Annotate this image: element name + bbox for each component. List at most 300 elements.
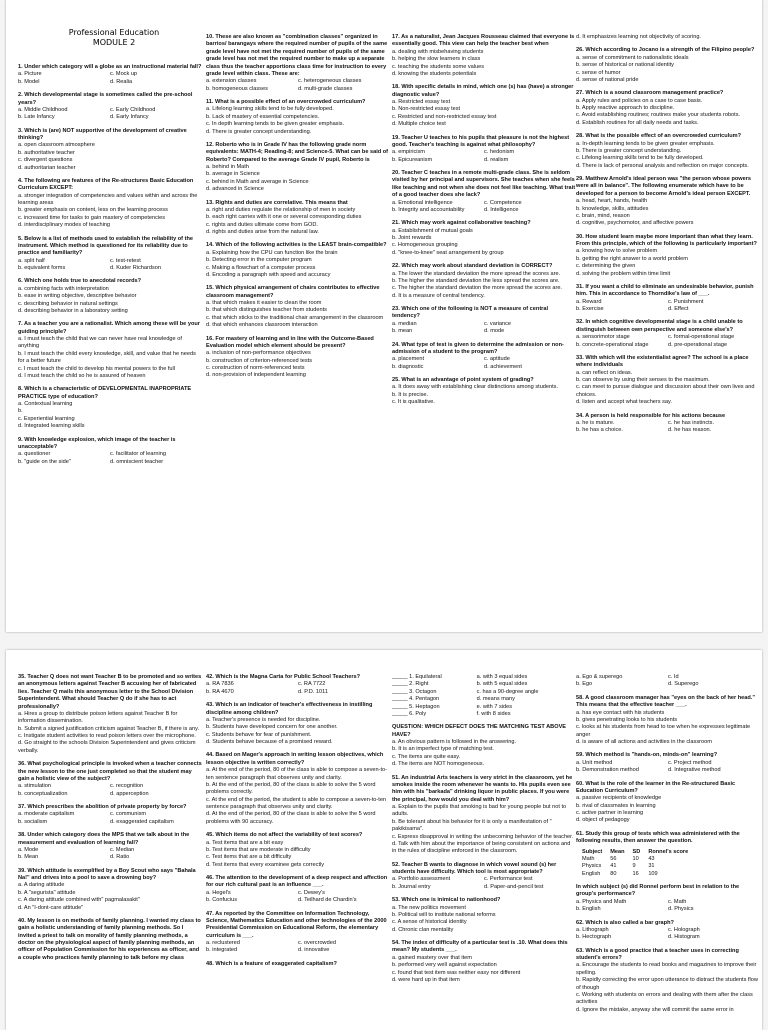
choice-list xyxy=(392,149,576,164)
question-stem: 19. Teacher U teaches to his pupils that pleasure is not the highest good. Teacher's teaching is against what philosophy? xyxy=(392,134,570,148)
answer-choice: a. that which makes it easier to clean the room xyxy=(206,300,322,306)
score-table-cell: 41 xyxy=(610,863,617,870)
question-stem: 51. An industrial Arts teachers is very strict in the classroom, yet he smokes inside the room whenever he wants to. His pupils even see him with his "barkada" drinking liquor in public places. If you were the principal, how would you deal with him? xyxy=(392,774,573,803)
choice-list xyxy=(18,71,202,86)
choice-list xyxy=(206,350,390,380)
answer-choice: c. The higher the standard deviation the more spread the scores are. xyxy=(392,285,562,292)
question-stem: 44. Based on Mager's approach in writing lesson objectives, which lesson objective is written correctly? xyxy=(206,752,384,766)
page-1-column-2 xyxy=(206,34,390,386)
answer-choice: d. innovative xyxy=(298,947,330,954)
choice-list xyxy=(392,356,576,371)
question-stem: 45. Which items do not affect the variability of test scores? xyxy=(206,832,363,839)
question-stem: 1. Under which category will a globe as an instructional material fall? xyxy=(18,64,202,70)
answer-choice: b. Mean xyxy=(18,854,39,861)
answer-choice: b. It is precise. xyxy=(392,391,429,398)
answer-choice: a. moderate capitalism xyxy=(18,811,75,818)
question-block xyxy=(576,90,760,127)
answer-choice: a. Mode xyxy=(18,846,39,853)
score-table xyxy=(582,849,696,879)
question-stem: In which subject (s) did Ronnel perform best in relation to the group's performance? xyxy=(576,884,740,898)
question-stem: 31. If you want a child to eliminate an undesirable behavior, punish him. This in accordance to Thorndike's law of ___. xyxy=(576,283,754,298)
answer-choice: a. Explain to the pupils that smoking is bad for young people but not to adults. xyxy=(392,804,567,818)
answer-choice: b. ease in writing objective, descriptive behavior xyxy=(18,293,137,300)
answer-choice: d. omniscient teacher xyxy=(110,458,164,465)
question-block xyxy=(206,142,390,194)
choice-list xyxy=(206,767,390,826)
question-block xyxy=(206,242,390,279)
answer-choice: c. Experiential learning xyxy=(18,415,75,422)
answer-choice: a. Establishment of mutual goals xyxy=(392,227,473,234)
answer-choice: a. placement xyxy=(392,356,425,363)
question-block xyxy=(392,135,576,165)
choice-list xyxy=(576,334,760,349)
question-block xyxy=(576,176,760,228)
answer-choice: d. At the end of the period, 80 of the class is able to solve the 5 word problems with 90 accuracy. xyxy=(206,811,376,825)
answer-choice: c. heterogeneous classes xyxy=(298,78,362,85)
choice-list xyxy=(576,420,760,435)
question-block xyxy=(206,875,390,905)
answer-choice: d. Realia xyxy=(110,78,133,85)
answer-choice: a. Ego & superego xyxy=(576,674,623,680)
answer-choice: c. sense of humor xyxy=(576,69,621,76)
matching-option: c. has a 90-degree angle xyxy=(476,688,539,695)
answer-choice: c. increased time for tasks to gain mastery of competencies xyxy=(18,214,166,221)
answer-choice: c. looks at his students from head to toe when he expresses legitimate anger xyxy=(576,724,751,738)
answer-choice: c. At the end of the period, the student is able to compose a seven-to-ten sentence paragraph that observes unity and clarity. xyxy=(206,796,387,810)
answer-choice: c. construction of norm-referenced tests xyxy=(206,365,305,371)
question-block xyxy=(576,284,760,314)
score-table-cell: Physics xyxy=(582,863,602,870)
question-stem: 12. Roberto who is in Grade IV has the following grade norm equivalents: MATH-4; Reading-8; and Science-5. What can be said of Roberto? Compared to the average Grade IV pupil, Roberto is xyxy=(206,141,389,163)
question-block xyxy=(392,775,576,856)
question-block xyxy=(206,336,390,380)
answer-choice: b. Hectograph xyxy=(576,934,612,941)
answer-choice: d. authoritarian teacher xyxy=(18,164,76,171)
choice-list xyxy=(206,78,390,93)
choice-list xyxy=(576,927,760,942)
answer-choice: b. It is an imperfect type of matching test. xyxy=(392,746,494,753)
answer-choice: a. I must teach the child that we can never have real knowledge of anything xyxy=(18,336,182,350)
answer-choice: d. Ratio xyxy=(110,854,130,861)
question-stem: 48. Which is a feature of exaggerated capitalism? xyxy=(206,960,337,967)
answer-choice: a. Emotional intelligence xyxy=(392,199,453,206)
question-stem: 30. How student learn maybe more important than what they learn. From this principle, which of the following is particularly important? xyxy=(576,233,757,247)
question-block xyxy=(392,170,576,214)
answer-choice: d. Superego xyxy=(668,681,699,688)
answer-choice: b. Epicureanism xyxy=(392,156,433,163)
matching-left-list xyxy=(392,674,477,718)
answer-choice: b. homogeneous classes xyxy=(206,85,268,92)
score-table-cell: 31 xyxy=(648,863,655,870)
question-block xyxy=(392,940,576,984)
choice-list xyxy=(392,49,576,79)
answer-choice: d. listen and accept what teachers say. xyxy=(576,399,672,406)
answer-choice: d. sense of national pride xyxy=(576,76,639,83)
choice-list xyxy=(576,899,760,914)
question-stem: 9. With knowledge explosion, which image of the teacher is unacceptable? xyxy=(18,436,176,450)
question-block xyxy=(18,278,202,315)
matching-option: b. with 5 equal sides xyxy=(476,681,528,688)
answer-choice: d. Histogram xyxy=(668,934,700,941)
question-stem: 8. Which is a characteristic of DEVELOPMENTAL INAPROPRIATE PRACTICE type of education? xyxy=(18,386,192,400)
score-table-row xyxy=(582,863,696,870)
question-stem: 18. With specific details in mind, which one (s) has (have) a stronger diagnostic value? xyxy=(392,84,574,98)
question-stem: 39. Which attitude is exemplified by a Boy Scout who says "Bahala Na!" and drives into a pool to save a drowning boy? xyxy=(18,867,196,881)
answer-choice: a. stronger integration of competencies and values within and across the learning areas xyxy=(18,192,198,206)
answer-choice: b. At the end of the period, 80 of the class is able to solve the 5 word problems correctly. xyxy=(206,781,376,796)
question-stem: 43. Which is an indicator of teacher's effectiveness in instilling discipline among children? xyxy=(206,702,373,716)
answer-choice: d. Integrated learning skills xyxy=(18,423,85,430)
choice-list xyxy=(576,370,760,407)
choice-list xyxy=(392,228,576,258)
question-block xyxy=(206,99,390,136)
choice-list xyxy=(206,681,390,696)
answer-choice: d. The items are NOT homogeneous. xyxy=(392,761,485,768)
answer-choice: c. he has instincts. xyxy=(668,419,715,426)
answer-choice: a. sense of commitment to nationalistic ideals xyxy=(576,54,689,61)
choice-list xyxy=(576,710,760,747)
choice-list xyxy=(392,905,576,935)
choice-list xyxy=(576,141,760,171)
answer-choice: b. gives penetrating looks to his students xyxy=(576,716,678,723)
answer-choice: b. getting the right answer to a world problem xyxy=(576,255,688,262)
answer-choice: a. Explaining how the CPU can function like the brain xyxy=(206,249,338,256)
answer-choice: d. An "I-dont-care attitude" xyxy=(18,904,84,911)
choice-list xyxy=(392,955,576,985)
choice-list xyxy=(206,890,390,905)
question-stem: 54. The index of difficulty of a particular test is .10. What does this mean? My students ___. xyxy=(392,940,568,954)
answer-choice: b. There is greater concept understanding. xyxy=(576,147,682,154)
question-block xyxy=(18,178,202,230)
answer-choice: c. that which sticks to the traditional chair arrangement in the classroom xyxy=(206,314,384,321)
answer-choice: a. Physics and Math xyxy=(576,898,627,905)
score-table-cell: SD xyxy=(632,848,641,855)
question-block xyxy=(576,752,760,774)
question-block xyxy=(18,804,202,826)
answer-choice: b. Apply reactive approach to discipline. xyxy=(576,105,675,111)
answer-choice: a. Lifelong learning skills tend to be fully developed. xyxy=(206,106,334,113)
answer-choice: a. knowing how to solve problem xyxy=(576,248,658,255)
answer-choice: d. Early Infancy xyxy=(110,114,149,121)
matching-item: _____ 3. Octagon xyxy=(392,688,437,695)
choice-list xyxy=(576,760,760,775)
answer-choice: c. Holograph xyxy=(668,926,700,933)
answer-choice: d. solving the problem within time limit xyxy=(576,270,671,277)
answer-choice: c. The items are quite easy. xyxy=(392,753,461,760)
answer-choice: c. Restricted and non-restricted essay test xyxy=(392,113,497,120)
answer-choice: b. concrete-operational stage xyxy=(576,341,649,348)
answer-choice: b. greater emphasis on content, less on the learning process xyxy=(18,207,168,214)
answer-choice: d. knowing the students potentials xyxy=(392,70,477,77)
question-block xyxy=(18,868,202,912)
matching-item: _____ 1. Equilateral xyxy=(392,674,442,680)
question-block xyxy=(392,724,576,768)
answer-choice: a. A daring attitude xyxy=(18,882,65,889)
answer-choice: a. gained mastery over that item xyxy=(392,954,472,961)
choice-list xyxy=(392,876,576,891)
answer-choice: b. rival of classmates in learning xyxy=(576,802,656,809)
answer-choice: a. An obvious pattern is followed in the answering. xyxy=(392,739,517,745)
question-block xyxy=(576,884,760,914)
answer-choice: b. he has a choice. xyxy=(576,427,623,434)
answer-choice: b. Integrity and accountability xyxy=(392,206,465,213)
answer-choice: d. object of pedagogy xyxy=(576,817,630,824)
choice-list xyxy=(206,840,390,870)
question-stem: 47. As reported by the Committee on Information Technology, Science, Mathematics Education and other technologies of the 2000 Presidential Commission on Educational Reform, the elementary curriculum is ___. xyxy=(206,910,387,939)
module-subtitle: MODULE 2 xyxy=(92,38,136,47)
answer-choice: d. mode xyxy=(484,328,505,335)
answer-choice: a. split half xyxy=(18,257,45,264)
score-table-cell: 43 xyxy=(648,855,655,862)
answer-choice: c. recognition xyxy=(110,783,144,790)
answer-choice: b. sense of historical or national identity xyxy=(576,62,674,69)
question-stem: 35. Teacher Q does not want Teacher B to be promoted and so writes an anonymous letters against Teacher B accusing her of fabricated lies. Teacher Q mails this anonymous letter to the School Division Superintendent. What should Teacher Q do if she has to act professionally? xyxy=(18,674,202,710)
question-block xyxy=(18,674,202,755)
answer-choice: d. multi-grade classes xyxy=(298,85,353,92)
choice-list xyxy=(392,321,576,336)
answer-choice: c. communism xyxy=(110,811,147,818)
question-stem: 5. Below is a list of methods used to establish the reliability of the instrument. Which method is questioned for its reliability due to practice and familiarity? xyxy=(18,235,193,257)
choice-list xyxy=(576,674,760,689)
document-page-1 xyxy=(6,0,762,632)
answer-choice: a. Portfolio assessment xyxy=(392,876,451,883)
score-table-cell: Math xyxy=(582,855,595,862)
answer-choice: d. Encoding a paragraph with speed and accuracy xyxy=(206,271,331,278)
answer-choice: c. Making a flowchart of a computer process xyxy=(206,264,316,271)
answer-choice: b. Demonstration method xyxy=(576,767,639,774)
answer-choice: b. Late Infancy xyxy=(18,114,55,121)
answer-choice: c. Performance test xyxy=(484,876,533,883)
answer-choice: c. Punishment xyxy=(668,298,704,305)
answer-choice: d. I must teach the child so he is assured of heaven xyxy=(18,372,146,379)
answer-choice: d. realism xyxy=(484,156,509,163)
answer-choice: a. Middle Childhood xyxy=(18,106,68,113)
question-block xyxy=(18,832,202,862)
answer-choice: c. Math xyxy=(668,898,687,905)
answer-choice: d. Multiple choice test xyxy=(392,121,446,128)
answer-choice: a. has eye contact with his students xyxy=(576,709,665,716)
question-stem: 4. The following are features of the Re-structures Basic Education Curriculum EXCEPT: xyxy=(18,177,194,192)
question-stem: 17. As a naturalist, Jean Jacques Rousseau claimed that everyone is essentially good. This view can help the teacher best when xyxy=(392,34,575,48)
answer-choice: c. can meet to pursue dialogue and discussion about their own lives and choices. xyxy=(576,384,755,398)
answer-choice: d. apperception xyxy=(110,790,149,797)
answer-choice: b. A "segurista" attitude xyxy=(18,889,76,896)
choice-list xyxy=(206,207,390,237)
answer-choice: d. Establish routines for all daily needs and tasks. xyxy=(576,119,699,126)
answer-choice: b. Journal entry xyxy=(392,883,431,890)
page-2-column-2 xyxy=(206,674,390,974)
question-stem: 22. Which may work about standard deviation is CORRECT? xyxy=(392,263,553,270)
answer-choice: d. Ignore the mistake, anyway she will commit the same error in xyxy=(576,1006,734,1013)
answer-choice: d. "knee-to-knee" seat arrangement by group xyxy=(392,249,504,256)
question-block xyxy=(576,781,760,825)
question-stem: 13. Rights and duties are correlative. This means that xyxy=(206,199,348,206)
answer-choice: c. variance xyxy=(484,320,512,327)
question-stem: 42. Which is the Magna Carta for Public School Teachers? xyxy=(206,674,361,680)
question-block xyxy=(576,133,760,170)
answer-choice: a. questioner xyxy=(18,451,51,458)
answer-choice: a. right and duties regulate the relationship of men in society xyxy=(206,206,356,213)
answer-choice: a. In-depth learning tends to be given greater emphasis. xyxy=(576,140,715,147)
question-stem: 21. Which may work against collaborative teaching? xyxy=(392,220,531,227)
question-stem: 32. In which cognitive developmental stage is a child unable to distinguish between own perspective and someone else's? xyxy=(576,319,743,333)
answer-choice: d. Kuder Richardson xyxy=(110,265,161,271)
choice-list xyxy=(18,451,202,466)
answer-choice: a. Restricted essay test xyxy=(392,99,451,105)
answer-choice: b. equivalent forms xyxy=(18,265,66,271)
question-block xyxy=(206,674,390,696)
question-stem: 28. What is the possible effect of an overcrowded curriculum? xyxy=(576,133,742,140)
answer-choice: d. rights and duties arise from the natural law. xyxy=(206,229,319,235)
answer-choice: d. It is a measure of central tendency. xyxy=(392,292,485,299)
question-stem: 20. Teacher C teaches in a remote multi-grade class. She is seldom visited by her principal and supervisors. She teaches when she feels like teaching and not when she does not feel like teaching. What trait of a good teacher does she lack? xyxy=(392,170,576,199)
answer-choice: a. The new politics movement xyxy=(392,904,466,911)
answer-choice: d. Physics xyxy=(668,906,694,913)
question-stem: 62. Which is also called a bar graph? xyxy=(576,919,674,926)
choice-list xyxy=(18,783,202,798)
choice-list xyxy=(576,98,760,128)
answer-choice: c. In depth learning tends to be given greater emphasis. xyxy=(206,121,345,128)
question-block xyxy=(18,761,202,798)
choice-list xyxy=(392,804,576,856)
answer-choice: c. Students behave for fear of punishment. xyxy=(206,731,312,738)
matching-item: _____ 2. Right xyxy=(392,681,429,688)
answer-choice: b. mean xyxy=(392,328,413,335)
question-stem: 46. The attention to the development of a deep respect and affection for our rich cultural past is an influence ___. xyxy=(206,875,388,889)
answer-choice: b. socialism xyxy=(18,818,48,825)
answer-choice: a. combining facts with interpretation xyxy=(18,285,109,292)
question-block xyxy=(206,200,390,237)
choice-list xyxy=(18,193,202,230)
choice-list xyxy=(576,198,760,228)
question-block xyxy=(392,897,576,934)
answer-choice: c. determining the given xyxy=(576,263,636,270)
answer-choice: a. Encourage the students to read books and magazines to improve their spelling. xyxy=(576,962,757,976)
choice-list xyxy=(576,55,760,85)
answer-choice: b. Model xyxy=(18,78,40,85)
answer-choice: b. Exercise xyxy=(576,306,604,312)
answer-choice: d. Test items that every examinee gets correctly xyxy=(206,861,325,868)
answer-choice: c. overcrowded xyxy=(298,940,336,946)
answer-choice: a. Hegel's xyxy=(206,889,231,896)
answer-choice: c. Dewey's xyxy=(298,889,325,896)
answer-choice: a. reclustered xyxy=(206,940,240,946)
answer-choice: c. facilitator of learning xyxy=(110,451,166,458)
question-stem: 38. Under which category does the MPS that we talk about in the measurement and evaluation of learning fall? xyxy=(18,832,190,846)
question-stem: 40. My lesson is on methods of family planning. I wanted my class to gain a holistic understanding of family planning methods. So I invited a priest to talk on morality of family planning methods, a doctor on the physiological aspect of family planning methods, an officer of Population Commission for his experiences as officer, and a couple who practices family planning to talk before my class xyxy=(18,917,201,961)
answer-choice: b. that which distinguishes teacher from students xyxy=(206,307,327,314)
answer-choice: b. English xyxy=(576,906,601,913)
question-stem: 11. What is a possible effect of an overcrowded curriculum? xyxy=(206,99,366,105)
answer-choice: c. rights and duties ultimate come from GOD. xyxy=(206,221,318,228)
answer-choice: d. achievement xyxy=(484,363,522,370)
question-stem: 16. For mastery of learning and in line with the Outcome-Based Evaluation model which element should be present? xyxy=(206,335,374,349)
question-block xyxy=(206,34,390,93)
answer-choice: c. A daring attitude combined with" pagmalasakit" xyxy=(18,897,140,904)
question-block xyxy=(392,84,576,128)
answer-choice: a. The lower the standard deviation the more spread the scores are. xyxy=(392,270,561,277)
answer-choice: d. P.D. 1011 xyxy=(298,688,328,695)
answer-choice: c. divergent questions xyxy=(18,157,73,164)
answer-choice: a. extension classes xyxy=(206,78,257,85)
question-block xyxy=(18,92,202,122)
choice-list xyxy=(206,717,390,747)
matching-test xyxy=(392,674,576,718)
choice-list xyxy=(392,99,576,129)
choice-list xyxy=(576,795,760,825)
answer-choice: b. Submit a signed justification criticism against Teacher B, if there is any. xyxy=(18,725,200,732)
score-table-cell: 56 xyxy=(610,855,617,862)
score-table-cell: Ronnel's score xyxy=(648,848,689,855)
answer-choice: d. There is greater concept understanding. xyxy=(206,128,312,135)
answer-choice: c. brain, mind, reason xyxy=(576,212,630,219)
answer-choice: c. describing behavior in natural settings xyxy=(18,300,118,307)
choice-list xyxy=(18,258,202,273)
question-stem: 6. Which one holds true to anecdotal records? xyxy=(18,278,142,285)
answer-choice: d. Effect xyxy=(668,306,689,312)
question-block xyxy=(576,234,760,278)
answer-choice: b. xyxy=(18,408,23,415)
score-table-cell: English xyxy=(582,870,601,877)
answer-choice: a. Hires a group to distribute poison letters against Teacher B for information dissemination. xyxy=(18,710,178,725)
page-1-columns xyxy=(6,0,762,632)
answer-choice: d. Intelligence xyxy=(484,206,519,213)
answer-choice: d. Go straight to the schools Division Superintendent and gives criticism verbally. xyxy=(18,740,196,754)
question-stem: 29. Matthew Arnold's ideal person was "the person whose powers were all in balance". The following enumerate which have to be developed for a person to become Arnold's ideal person EXCEPT. xyxy=(576,176,752,197)
answer-choice: c. Median xyxy=(110,846,135,853)
answer-choice: b. Detecting error in the computer program xyxy=(206,257,312,264)
answer-choice: d. Integrative method xyxy=(668,767,721,774)
answer-choice: b. Political will to institute national reforms xyxy=(392,911,496,918)
answer-choice: c. formal-operational stage xyxy=(668,334,735,341)
question-stem: 33. With which will the existentialist agree? The school is a place where individuals xyxy=(576,354,749,369)
question-stem: 61. Study this group of tests which was administered with the following results, then answer the question. xyxy=(576,830,740,845)
page-1-column-3 xyxy=(392,34,576,413)
choice-list xyxy=(18,286,202,316)
matching-option: a. with 3 equal sides xyxy=(476,674,528,680)
question-block xyxy=(18,128,202,172)
question-block xyxy=(392,220,576,257)
question-stem: 59. Which method is "hands-on, minds-on" learning? xyxy=(576,752,718,759)
matching-option: e. with 7 sides xyxy=(476,703,513,710)
answer-choice: c. active partner in learning xyxy=(576,810,644,816)
question-block xyxy=(576,948,760,1014)
answer-choice: a. open classroom atmosphere xyxy=(18,142,95,149)
question-block xyxy=(576,34,760,41)
score-table-cell: 80 xyxy=(610,870,617,877)
answer-choice: b. Be tolerant about his behavior for it is only a manifestation of " pakikisama". xyxy=(392,818,552,833)
answer-choice: c. Avoid establishing routines; routines make your students robots. xyxy=(576,112,741,119)
question-block xyxy=(392,342,576,372)
question-block xyxy=(206,285,390,329)
answer-choice: c. I must teach the child to develop his mental powers to the full xyxy=(18,365,176,372)
answer-choice: d. describing behavior in a laboratory setting xyxy=(18,307,128,314)
answer-choice: d. advanced in Science xyxy=(206,186,264,193)
question-block xyxy=(576,831,760,878)
matching-option: d. means many xyxy=(476,696,515,703)
question-stem: 24. What type of test is given to determine the admission or non-admission of a student to the program? xyxy=(392,341,564,355)
answer-choice: c. aptitude xyxy=(484,356,510,363)
answer-choice: b. I must teach the child every knowledge, skill, and value that he needs for a better future xyxy=(18,350,196,365)
question-stem: QUESTION: WHICH DEFECT DOES THE MATCHING TEST ABOVE HAVE? xyxy=(392,724,567,738)
choice-list xyxy=(206,300,390,330)
answer-choice: c. A sense of historical identity xyxy=(392,919,467,926)
question-stem: 60. What is the role of the learner in the Re-structured Basic Education Curriculum? xyxy=(576,780,736,794)
question-stem: 26. Which according to Jocano is a strength of the Filipino people? xyxy=(576,47,755,54)
answer-choice: c. hedonism xyxy=(484,149,515,156)
choice-list xyxy=(392,739,576,769)
page-1-column-1 xyxy=(18,64,202,472)
